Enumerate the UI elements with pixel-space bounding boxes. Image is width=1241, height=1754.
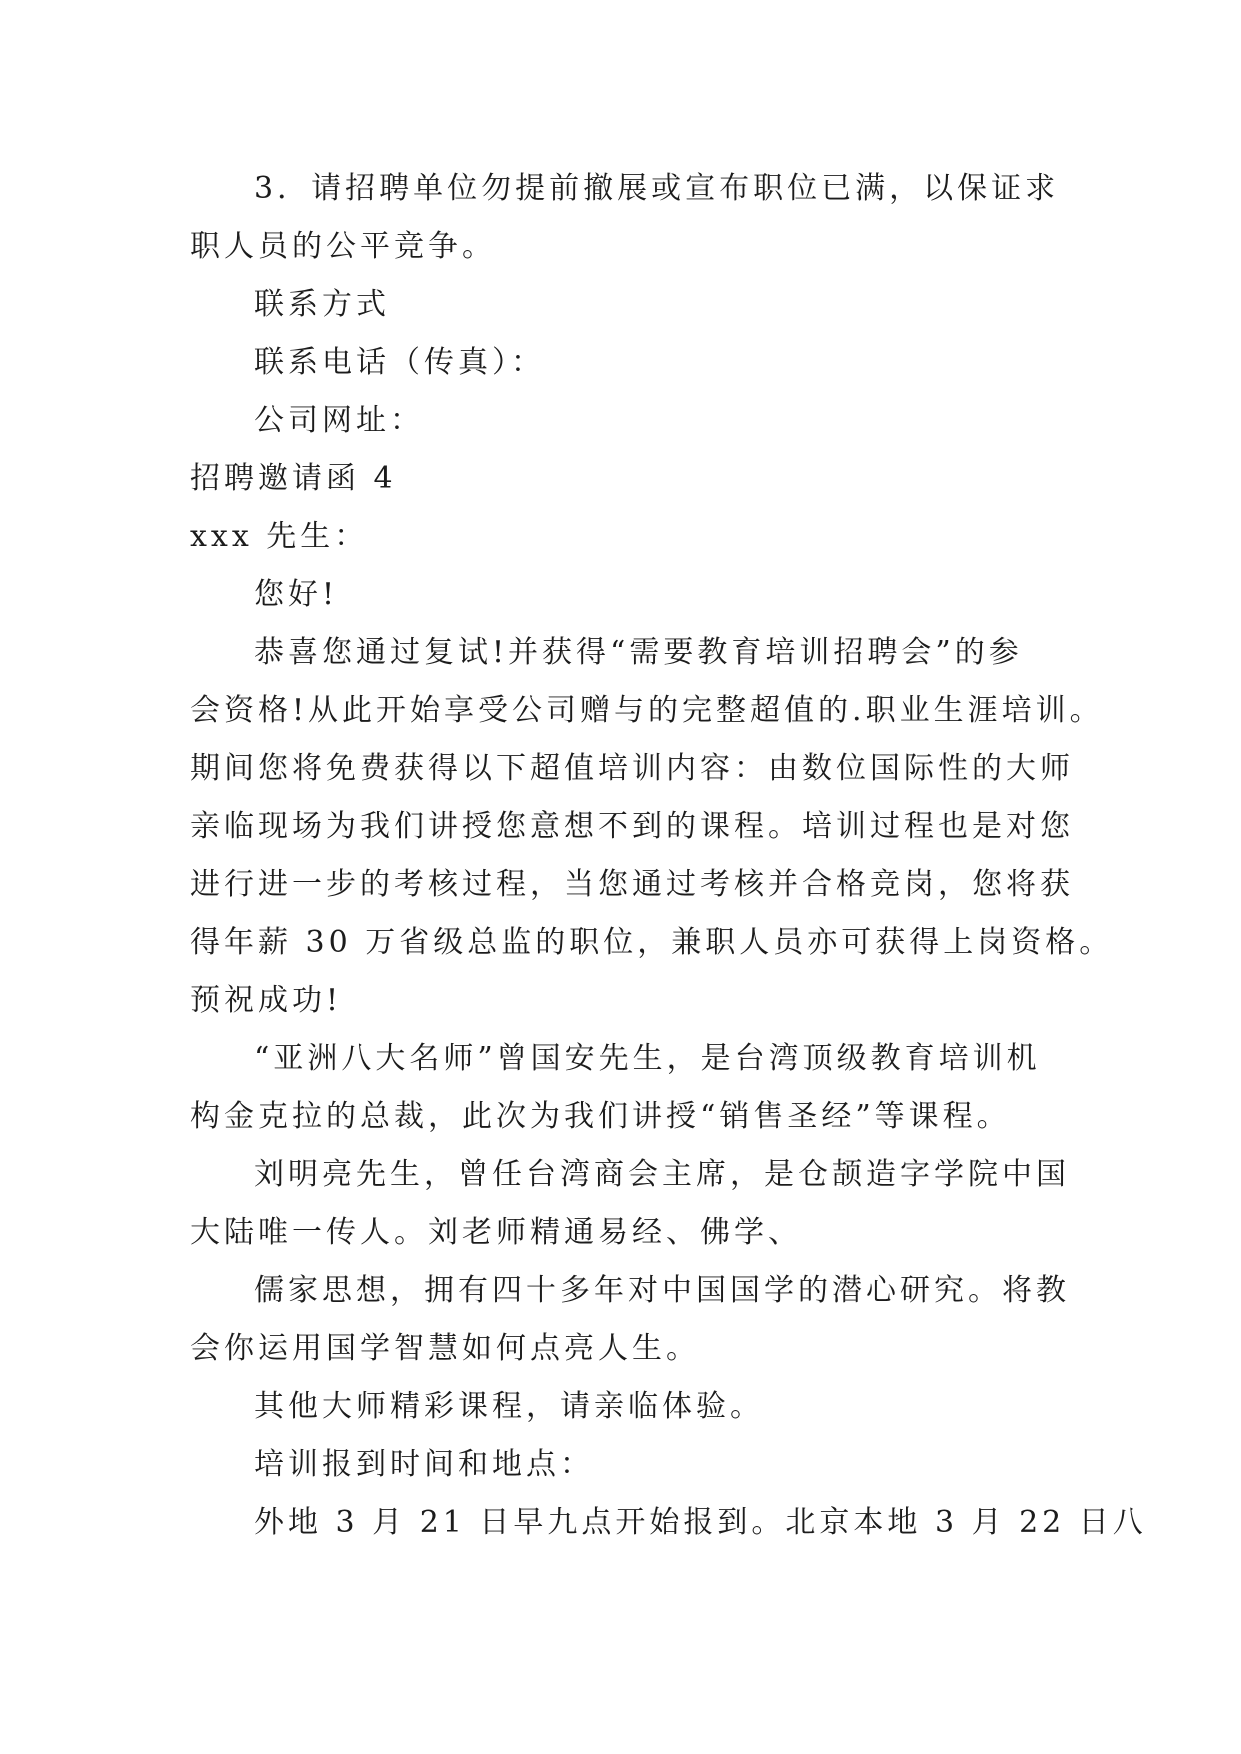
text-line: 培训报到时间和地点： [254,1447,594,1482]
text-line: 恭喜您通过复试!并获得“需要教育培训招聘会”的参 [254,635,1023,670]
text-line: “亚洲八大名师”曾国安先生，是台湾顶级教育培训机 [254,1041,1041,1076]
text-line: 其他大师精彩课程，请亲临体验。 [254,1389,764,1424]
text-line: 进行进一步的考核过程，当您通过考核并合格竞岗，您将获 [190,867,1074,902]
greeting: 您好! [254,577,339,612]
text-line: 联系方式 [254,287,390,322]
text-line: 公司网址： [254,403,424,438]
text-line: 大陆唯一传人。刘老师精通易经、佛学、 [190,1215,802,1250]
text-line: 儒家思想，拥有四十多年对中国国学的潜心研究。将教 [254,1273,1070,1308]
text-line: 亲临现场为我们讲授您意想不到的课程。培训过程也是对您 [190,809,1074,844]
salutation: xxx 先生： [190,519,369,554]
text-line: 会你运用国学智慧如何点亮人生。 [190,1331,700,1366]
text-line: 职人员的公平竞争。 [190,229,496,264]
text-line: 刘明亮先生，曾任台湾商会主席，是仓颉造字学院中国 [254,1157,1070,1192]
text-line: 得年薪 30 万省级总监的职位，兼职人员亦可获得上岗资格。 [190,925,1114,960]
document-body [190,160,1147,1552]
text-line: 构金克拉的总裁，此次为我们讲授“销售圣经”等课程。 [190,1099,1011,1134]
text-line: 3．请招聘单位勿提前撤展或宣布职位已满，以保证求 [254,171,1060,206]
text-line: 联系电话（传真）： [254,345,545,380]
text-line: 外地 3 月 21 日早九点开始报到。北京本地 3 月 22 日八 [254,1505,1147,1540]
text-line: 预祝成功! [190,983,343,1018]
text-line: 期间您将免费获得以下超值培训内容：由数位国际性的大师 [190,751,1074,786]
text-line: 会资格!从此开始享受公司赠与的完整超值的.职业生涯培训。 [190,693,1104,728]
section-heading: 招聘邀请函 4 [190,461,397,496]
